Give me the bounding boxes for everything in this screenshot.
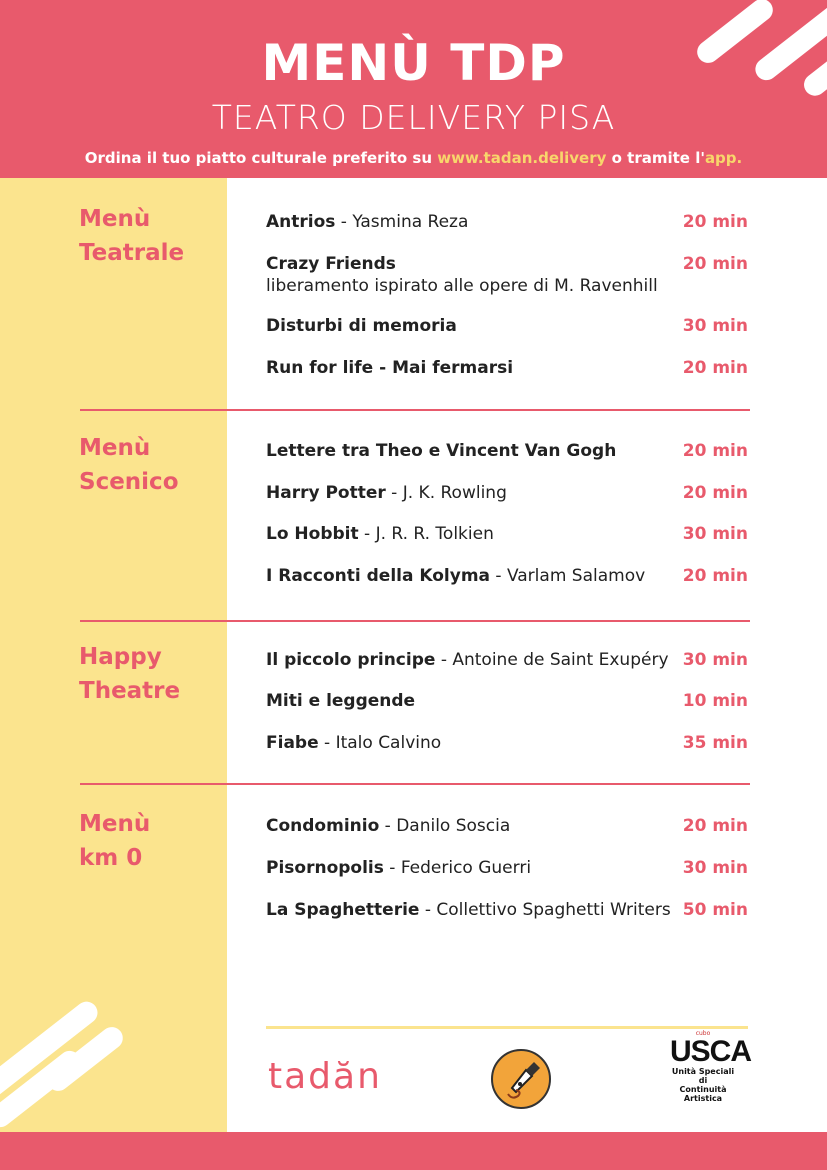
item-author: - Collettivo Spaghetti Writers — [419, 900, 671, 920]
item-title: I Racconti della Kolyma — [266, 566, 491, 586]
menu-item[interactable] — [266, 357, 750, 379]
website-link[interactable]: www.tadan.delivery — [437, 149, 607, 167]
item-title: La Spaghetterie — [266, 900, 420, 920]
item-title: Lettere tra Theo e Vincent Van Gogh — [266, 441, 617, 461]
item-author: - Federico Guerri — [383, 858, 532, 878]
item-duration: 20 min — [682, 816, 748, 836]
usca-caption-line: Artistica — [683, 1094, 723, 1103]
menu-item[interactable] — [266, 732, 750, 754]
section-title-line: Scenico — [79, 469, 179, 495]
section-title-scenico — [79, 431, 179, 499]
item-duration: 30 min — [682, 316, 748, 336]
item-duration: 20 min — [682, 441, 748, 461]
item-author: - Danilo Soscia — [379, 816, 511, 836]
item-title: Antrios — [266, 212, 336, 232]
section-title-line: Menù — [79, 435, 151, 461]
menu-item[interactable] — [266, 649, 750, 671]
section-title-line: km 0 — [79, 845, 143, 871]
section-title-happy-theatre — [79, 640, 180, 708]
section-divider — [80, 620, 750, 622]
pen-nib-logo-icon[interactable] — [490, 1048, 552, 1110]
tagline-text: Ordina il tuo piatto culturale preferito su — [84, 149, 438, 167]
usca-caption-line: Continuità — [679, 1085, 727, 1094]
item-title: Lo Hobbit — [266, 524, 359, 544]
item-author: - Antoine de Saint Exupéry — [435, 650, 669, 670]
header-banner — [0, 0, 827, 178]
app-link[interactable]: app. — [704, 149, 743, 167]
menu-item[interactable] — [266, 565, 750, 587]
page-title: MENÙ TDP — [261, 34, 566, 92]
item-author: - Italo Calvino — [318, 733, 442, 753]
item-title: Pisornopolis — [266, 858, 384, 878]
section-divider — [80, 409, 750, 411]
tagline-text-mid: o tramite l' — [606, 149, 705, 167]
item-duration: 35 min — [682, 733, 748, 753]
item-duration: 20 min — [682, 566, 748, 586]
item-duration: 30 min — [682, 650, 748, 670]
logo-divider — [266, 1026, 748, 1029]
menu-item[interactable] — [266, 815, 750, 837]
section-title-line: Happy — [79, 644, 162, 670]
usca-logo[interactable] — [670, 1030, 752, 1122]
item-duration: 20 min — [682, 358, 748, 378]
menu-item[interactable] — [266, 315, 750, 337]
item-duration: 20 min — [682, 212, 748, 232]
item-title: Miti e leggende — [266, 691, 416, 711]
usca-mark: cubo — [695, 1030, 711, 1037]
item-title: Disturbi di memoria — [266, 316, 457, 336]
section-title-line: Theatre — [79, 678, 181, 704]
section-title-teatrale — [79, 202, 184, 270]
menu-item[interactable] — [266, 211, 750, 233]
usca-wordmark: USCA — [670, 1035, 752, 1068]
item-duration: 50 min — [682, 900, 748, 920]
menu-item[interactable] — [266, 253, 750, 297]
section-title-line: Menù — [79, 811, 151, 837]
item-duration: 20 min — [682, 483, 748, 503]
menu-item[interactable] — [266, 482, 750, 504]
item-title: Harry Potter — [266, 483, 386, 503]
item-title: Fiabe — [266, 733, 319, 753]
section-divider — [80, 783, 750, 785]
menu-item[interactable] — [266, 690, 750, 712]
item-author: - Varlam Salamov — [490, 566, 646, 586]
item-duration: 30 min — [682, 858, 748, 878]
footer-bar — [0, 1132, 827, 1170]
page-subtitle: TEATRO DELIVERY PISA — [211, 98, 616, 137]
item-author: - J. K. Rowling — [385, 483, 507, 503]
item-duration: 20 min — [682, 254, 748, 274]
item-duration: 10 min — [682, 691, 748, 711]
section-title-line: Menù — [79, 206, 151, 232]
tadan-logo[interactable]: tadăn — [268, 1056, 382, 1097]
menu-item[interactable] — [266, 523, 750, 545]
item-subtitle: liberamento ispirato alle opere di M. Ravenhill — [266, 276, 658, 296]
item-title: Run for life - Mai fermarsi — [266, 358, 514, 378]
usca-caption-line: Unità Speciali di — [671, 1067, 735, 1085]
tagline — [0, 148, 827, 168]
menu-item[interactable] — [266, 857, 750, 879]
item-title: Crazy Friends — [266, 254, 396, 274]
item-author: - Yasmina Reza — [335, 212, 469, 232]
item-duration: 30 min — [682, 524, 748, 544]
menu-item[interactable] — [266, 899, 750, 921]
section-title-line: Teatrale — [79, 240, 185, 266]
section-title-km0 — [79, 807, 150, 875]
item-author: - J. R. R. Tolkien — [358, 524, 494, 544]
item-title: Condominio — [266, 816, 380, 836]
menu-item[interactable] — [266, 440, 750, 462]
item-title: Il piccolo principe — [266, 650, 436, 670]
